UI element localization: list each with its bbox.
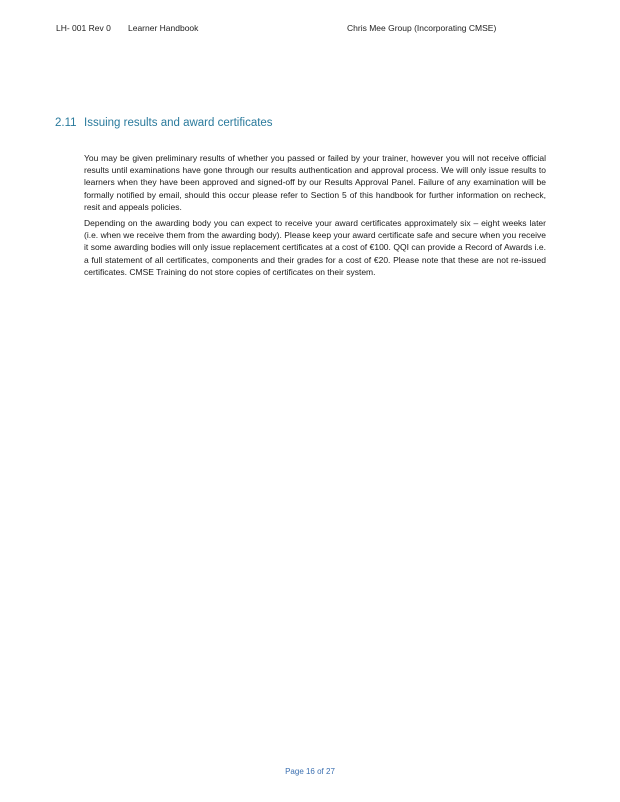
paragraph-certificates: Depending on the awarding body you can expect to receive your award certificates approximately six – eight weeks later (i.e. when we receive them from the awarding body). Please keep your award certificate safe and secure when you receive it some awarding bodies will only issue replacement certificates at a cost of €100. QQI can provide a Record of Awards i.e. a full statement of all certificates, components and their grades for a cost of €20. Please note that these are not re-issued certificates. CMSE Training do not store copies of certificates on their system.	[84, 218, 546, 277]
section-number: 2.11	[55, 117, 77, 129]
paragraph-results: You may be given preliminary results of whether you passed or failed by your trainer, however you will not receive official results until examinations have gone through our results authentication and approval process. We will only issue results to learners when they have been approved and signed-off by our Results Approval Panel. Failure of any examination will be formally notified by email, should this occur please refer to Section 5 of this handbook for further information on recheck, resit and appeals policies.	[84, 153, 546, 212]
section-title: Issuing results and award certificates	[84, 117, 273, 129]
page-footer	[0, 767, 620, 777]
document-title: Learner Handbook	[128, 23, 199, 33]
section-body	[84, 152, 546, 282]
organisation-name: Chris Mee Group (Incorporating CMSE)	[347, 23, 497, 33]
document-reference: LH- 001 Rev 0	[56, 23, 111, 33]
page-number: Page 16 of 27	[285, 767, 335, 776]
page-header	[56, 22, 556, 36]
section-heading	[55, 116, 273, 130]
